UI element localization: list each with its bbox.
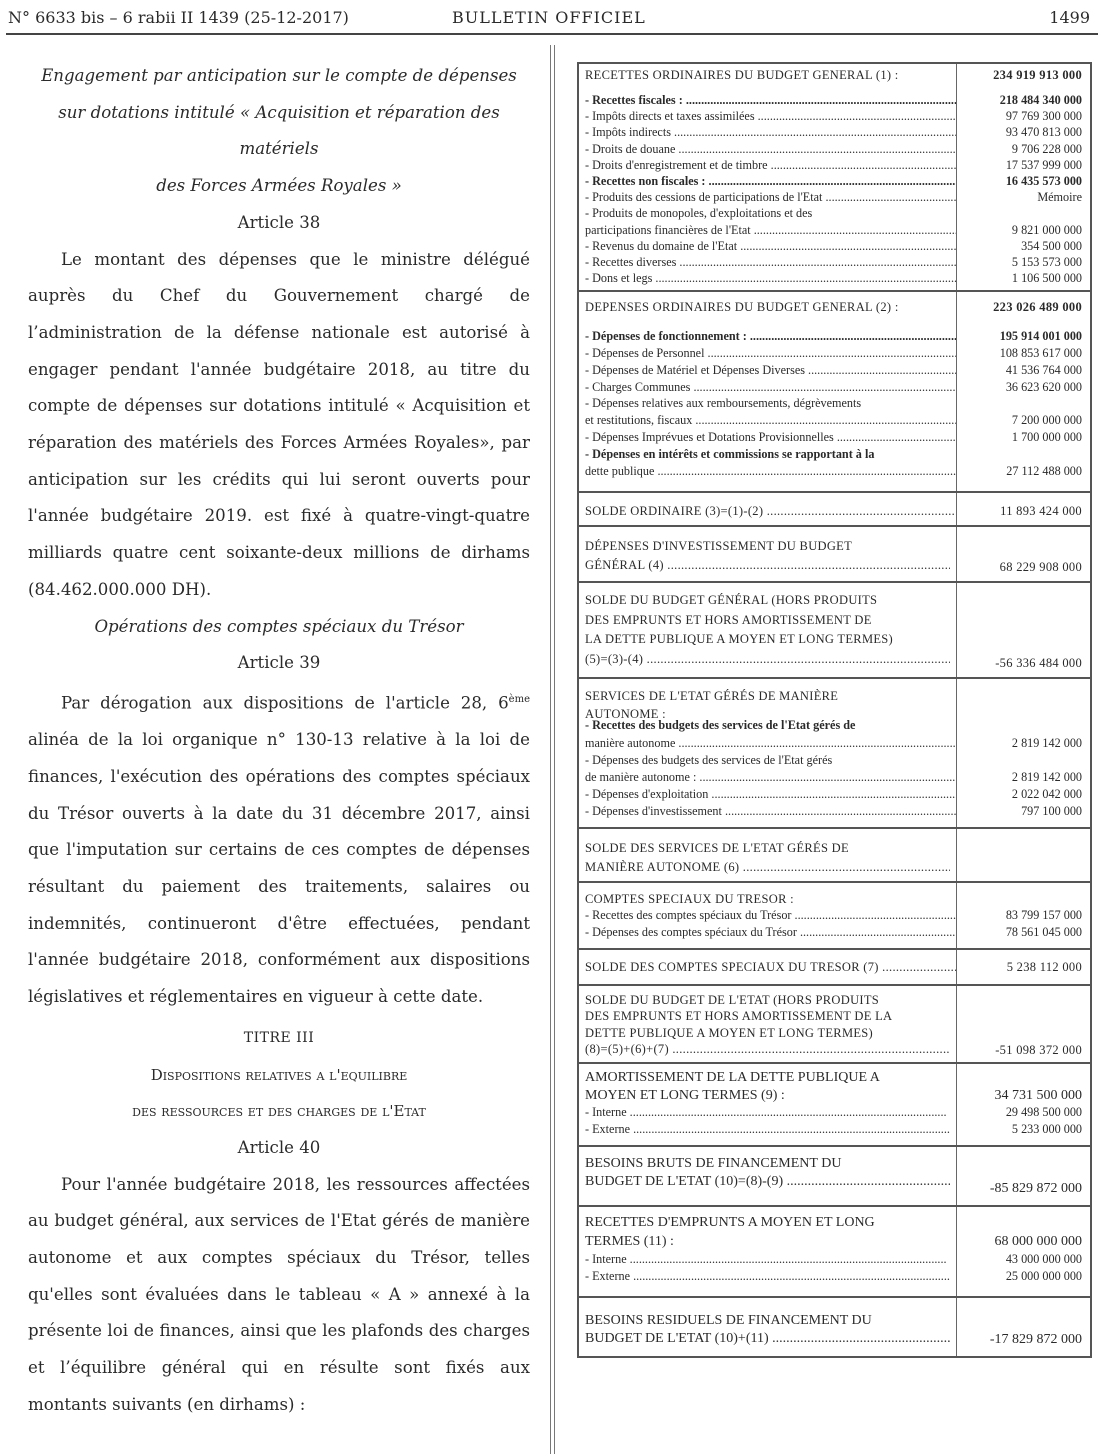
row-value: 9 706 228 000: [1011, 141, 1082, 156]
depenses-ordinaires-rows: [579, 328, 1090, 479]
header-rule: [6, 33, 1098, 35]
row-label: - Dépenses des comptes spéciaux du Trésor: [585, 925, 797, 940]
table-row: [579, 717, 1090, 734]
row-value: 7 200 000 000: [1011, 413, 1082, 428]
dispositions-heading-1: Dispositions relatives a l'equilibre: [150, 1065, 408, 1084]
table-row: [579, 222, 1090, 238]
row-value: [957, 752, 1090, 769]
row-value: 5 153 573 000: [1011, 254, 1082, 269]
solde-ordinaire-label: SOLDE ORDINAIRE (3)=(1)-(2): [585, 504, 764, 519]
row-value: 2 819 142 000: [1011, 769, 1082, 784]
solde-bg-line2: DES EMPRUNTS ET HORS AMORTISSEMENT DE: [585, 612, 872, 627]
besoins-residuels-line2: BUDGET DE L'ETAT (10)+(11): [585, 1330, 769, 1346]
segma-block: [579, 679, 1090, 828]
table-row: [579, 395, 1090, 412]
article-39-text-b: alinéa de la loi organique n° 130-13 relative à la loi de finances, l'exécution des opérations des comptes spéciaux du Trésor ouverts à la date du 31 décembre 2017, ainsi que l'imputation sur certains de ces comptes de dépenses résultant du paiement des traitements, salaires ou indemnités, continueront d'être effectuées, pendant l'année budgétaire 2018, conformément aux dispositions législatives et réglementaires en vigueur à cette date.: [28, 730, 530, 1007]
row-value: 97 769 300 000: [1005, 109, 1082, 124]
table-row: [579, 92, 1090, 108]
table-row: [579, 292, 1090, 322]
row-label: - Charges Communes: [585, 379, 691, 394]
table-row: [579, 829, 1090, 881]
table-row: [579, 907, 1090, 925]
recettes-ordinaires-rows: [579, 92, 1090, 286]
row-value: 16 435 573 000: [1005, 173, 1082, 188]
row-label: - Recettes non fiscales :: [585, 173, 706, 188]
comptes-speciaux-block: [579, 883, 1090, 950]
row-value: [957, 205, 1090, 221]
solde-bg-line1: SOLDE DU BUDGET GÉNÉRAL (HORS PRODUITS: [585, 593, 878, 608]
row-value: 797 100 000: [1021, 804, 1082, 819]
depenses-investissement-line1: DÉPENSES D'INVESTISSEMENT DU BUDGET: [585, 539, 853, 554]
row-value: Mémoire: [1037, 190, 1082, 205]
row-label: - Interne: [585, 1104, 627, 1119]
row-value: 2 819 142 000: [1011, 735, 1082, 750]
table-row: [579, 446, 1090, 463]
segma-line1: SERVICES DE L'ETAT GÉRÉS DE MANIÈRE: [585, 689, 839, 704]
row-label: - Droits de douane: [585, 141, 676, 156]
table-row: [579, 986, 1090, 1062]
depenses-investissement-value: 68 229 908 000: [999, 560, 1082, 575]
recettes-emprunts-rows: [579, 1251, 1090, 1286]
solde-budget-etat-block: [579, 986, 1090, 1064]
depenses-ordinaires-value: 223 026 489 000: [993, 300, 1082, 315]
table-row: [579, 1207, 1090, 1231]
table-row: [579, 108, 1090, 124]
solde-etat-line4: (8)=(5)+(6)+(7): [585, 1042, 669, 1057]
besoins-residuels-block: [579, 1298, 1090, 1356]
table-row: [579, 1121, 1090, 1139]
table-row: [579, 924, 1090, 942]
depenses-investissement-block: [579, 527, 1090, 583]
column-divider-2: [554, 45, 555, 1454]
table-row: [579, 950, 1090, 984]
row-label: - Dépenses de fonctionnement :: [585, 329, 747, 344]
table-row: [579, 328, 1090, 345]
amortissement-line1: AMORTISSEMENT DE LA DETTE PUBLIQUE A: [579, 1064, 957, 1086]
row-value: [957, 446, 1090, 463]
row-label: - Produits de monopoles, d'exploitations et des: [585, 206, 813, 221]
depenses-ordinaires-block: [579, 292, 1090, 493]
recettes-ordinaires-value: 234 919 913 000: [993, 68, 1082, 82]
table-row: [579, 752, 1090, 769]
amortissement-value: 34 731 500 000: [994, 1087, 1082, 1103]
recettes-emprunts-value: 68 000 000 000: [994, 1233, 1082, 1249]
article-38-text: Le montant des dépenses que le ministre délégué auprès du Chef du Gouvernement chargé de l’administration de la défense nationale est autorisé à engager pendant l'année budgétaire 2018, au titre du compte de dépenses sur dotations intitulé « Acquisition et réparation des matériels des Forces Armées Royales», par anticipation sur les crédits qui lui seront ouverts pour l'année budgétaire 2019. est fixé à quatre-vingt-quatre milliards quatre cent soixante-deux millions de dirhams (84.462.000.000 DH).: [28, 249, 530, 599]
row-label: manière autonome: [585, 735, 676, 750]
table-row: [579, 1251, 1090, 1269]
row-label: - Recettes des comptes spéciaux du Trésor: [585, 907, 792, 922]
comptes-speciaux-rows: [579, 907, 1090, 942]
row-label: - Dépenses relatives aux remboursements, dégrèvements: [585, 396, 862, 411]
article-39-title: Article 39: [237, 653, 321, 673]
row-value: 43 000 000 000: [1005, 1251, 1082, 1266]
table-row: [579, 803, 1090, 820]
besoins-bruts-line2: BUDGET DE L'ETAT (10)=(8)-(9): [585, 1173, 784, 1189]
article-39-text-a: Par dérogation aux dispositions de l'article 28, 6: [61, 693, 509, 713]
table-row: [579, 379, 1090, 396]
row-value: 195 914 001 000: [999, 329, 1082, 344]
article-40-title: Article 40: [237, 1137, 321, 1157]
segma-rows: [579, 717, 1090, 820]
row-value: 41 536 764 000: [1005, 362, 1082, 377]
column-divider: [550, 45, 551, 1454]
row-label: - Recettes diverses: [585, 254, 677, 269]
row-label: - Externe: [585, 1122, 631, 1137]
budget-table: [577, 62, 1092, 1358]
row-label: - Dépenses de Personnel: [585, 346, 705, 361]
left-column: [28, 58, 530, 1424]
table-row: [579, 64, 1090, 86]
row-label: participations financières de l'Etat: [585, 222, 751, 237]
heading-engagement-2: sur dotations intitulé « Acquisition et réparation des matériels: [58, 102, 500, 159]
row-value: 1 106 500 000: [1011, 271, 1082, 286]
solde-comptes-speciaux-label: SOLDE DES COMPTES SPECIAUX DU TRESOR (7): [585, 959, 879, 974]
row-value: 108 853 617 000: [999, 346, 1082, 361]
row-value: 17 537 999 000: [1005, 157, 1082, 172]
article-39-text: [28, 682, 530, 1016]
recettes-emprunts-block: [579, 1207, 1090, 1298]
row-label: - Dépenses d'investissement: [585, 804, 722, 819]
row-value: [957, 395, 1090, 412]
row-value: 1 700 000 000: [1011, 430, 1082, 445]
depenses-ordinaires-label: DEPENSES ORDINAIRES DU BUDGET GENERAL (2) :: [579, 292, 957, 322]
table-row: [579, 345, 1090, 362]
table-row: [579, 583, 1090, 677]
segma-line2: AUTONOME :: [585, 707, 666, 722]
page-header: [0, 0, 1104, 36]
solde-ordinaire-value: 11 893 424 000: [1000, 504, 1082, 519]
table-row: [579, 1231, 1090, 1251]
row-value: 218 484 340 000: [999, 93, 1082, 107]
table-row: [579, 1268, 1090, 1286]
depenses-investissement-line2: GÉNÉRAL (4): [585, 558, 664, 573]
besoins-residuels-line1: BESOINS RESIDUELS DE FINANCEMENT DU: [585, 1312, 872, 1328]
row-label: - Revenus du domaine de l'Etat: [585, 238, 738, 253]
heading-engagement-3: des Forces Armées Royales »: [156, 176, 402, 196]
table-row: [579, 769, 1090, 786]
row-label: - Recettes des budgets des services de l'Etat gérés de: [585, 718, 856, 733]
table-row: [579, 1064, 1090, 1086]
dispositions-heading-2: des ressources et des charges de l'Etat: [132, 1102, 426, 1121]
row-value: 29 498 500 000: [1005, 1104, 1082, 1119]
page-number: 1499: [1049, 8, 1090, 27]
row-label: de manière autonome :: [585, 769, 697, 784]
table-row: [579, 463, 1090, 480]
row-label: - Dépenses de Matériel et Dépenses Diverses: [585, 362, 805, 377]
amortissement-block: [579, 1064, 1090, 1147]
row-label: et restitutions, fiscaux: [585, 413, 693, 428]
table-row: [579, 362, 1090, 379]
table-row: [579, 270, 1090, 286]
solde-budget-etat-value: -51 098 372 000: [995, 1042, 1082, 1057]
row-label: - Dépenses des budgets des services de l'Etat gérés: [585, 752, 833, 767]
amortissement-line2: MOYEN ET LONG TERMES (9) :: [579, 1086, 957, 1104]
recettes-emprunts-line1: RECETTES D'EMPRUNTS A MOYEN ET LONG: [579, 1207, 957, 1231]
row-label: - Produits des cessions de participations de l'Etat: [585, 190, 823, 205]
solde-etat-line2: DES EMPRUNTS ET HORS AMORTISSEMENT DE LA: [585, 1009, 893, 1024]
row-value: 9 821 000 000: [1011, 222, 1082, 237]
solde-bg-line4: (5)=(3)-(4): [585, 651, 644, 666]
recettes-ordinaires-label: RECETTES ORDINAIRES DU BUDGET GENERAL (1) :: [579, 64, 957, 86]
row-label: - Dépenses d'exploitation: [585, 787, 709, 802]
table-row: [579, 1086, 1090, 1104]
amortissement-rows: [579, 1104, 1090, 1139]
titre-iii: TITRE III: [243, 1029, 315, 1046]
recettes-ordinaires-block: [579, 64, 1090, 292]
table-row: [579, 124, 1090, 140]
issue-number: N° 6633 bis – 6 rabii II 1439 (25-12-2017): [8, 8, 349, 27]
row-label: dette publique: [585, 463, 655, 478]
table-row: [579, 254, 1090, 270]
row-value: 27 112 488 000: [1006, 463, 1082, 478]
row-value: 5 233 000 000: [1011, 1122, 1082, 1137]
table-row: [579, 189, 1090, 205]
besoins-residuels-value: -17 829 872 000: [989, 1331, 1082, 1347]
table-row: [579, 527, 1090, 581]
row-value: 93 470 813 000: [1005, 125, 1082, 140]
bulletin-title: BULLETIN OFFICIEL: [452, 8, 646, 27]
besoins-bruts-line1: BESOINS BRUTS DE FINANCEMENT DU: [585, 1155, 842, 1171]
solde-budget-general-block: [579, 583, 1090, 679]
table-row: [579, 173, 1090, 189]
solde-segma-value: [957, 829, 1090, 881]
table-row: [579, 429, 1090, 446]
table-row: [579, 1147, 1090, 1205]
solde-comptes-speciaux-block: [579, 950, 1090, 986]
solde-segma-line1: SOLDE DES SERVICES DE L'ETAT GÉRÉS DE: [585, 840, 849, 855]
solde-comptes-speciaux-value: 5 238 112 000: [1006, 959, 1082, 974]
table-row: [579, 883, 1090, 907]
row-value: 78 561 045 000: [1005, 925, 1082, 940]
row-label: - Recettes fiscales :: [585, 93, 683, 107]
article-39-sup: ème: [508, 693, 530, 705]
row-value: 354 500 000: [1021, 238, 1082, 253]
table-row: [579, 493, 1090, 525]
row-label: - Externe: [585, 1269, 631, 1284]
recettes-emprunts-line2: TERMES (11) :: [579, 1231, 957, 1251]
table-row: [579, 412, 1090, 429]
solde-segma-block: [579, 829, 1090, 883]
solde-ordinaire-block: [579, 493, 1090, 527]
row-label: - Impôts indirects: [585, 125, 671, 140]
row-label: - Dons et legs: [585, 271, 653, 286]
heading-engagement-1: Engagement par anticipation sur le compte de dépenses: [41, 66, 517, 85]
row-value: 25 000 000 000: [1005, 1269, 1082, 1284]
table-row: [579, 1104, 1090, 1122]
besoins-bruts-value: -85 829 872 000: [989, 1180, 1082, 1196]
table-row: [579, 1298, 1090, 1356]
article-40-text: Pour l'année budgétaire 2018, les ressources affectées au budget général, aux services de l'Etat gérés de manière autonome et aux comptes spéciaux du Trésor, telles qu'elles sont évaluées dans le tableau « A » annexé à la présente loi de finances, ainsi que les plafonds des charges et l’équilibre général qui en résulte sont fixés aux montants suivants (en dirhams) :: [28, 1174, 530, 1414]
comptes-speciaux-line1: COMPTES SPECIAUX DU TRESOR :: [579, 883, 957, 907]
table-row: [579, 157, 1090, 173]
row-value: 2 022 042 000: [1011, 787, 1082, 802]
row-label: - Interne: [585, 1251, 627, 1266]
solde-bg-line3: LA DETTE PUBLIQUE A MOYEN ET LONG TERMES): [585, 632, 894, 647]
heading-comptes-speciaux: Opérations des comptes spéciaux du Trésor: [94, 616, 464, 636]
row-value: [957, 717, 1090, 734]
table-row: [579, 238, 1090, 254]
solde-etat-line1: SOLDE DU BUDGET DE L'ETAT (HORS PRODUITS: [585, 992, 880, 1007]
table-row: [579, 735, 1090, 752]
article-38-title: Article 38: [237, 212, 321, 232]
table-row: [579, 141, 1090, 157]
table-row: [579, 205, 1090, 221]
table-row: [579, 786, 1090, 803]
table-row: [579, 679, 1090, 722]
row-label: - Droits d'enregistrement et de timbre: [585, 157, 768, 172]
row-value: 36 623 620 000: [1005, 379, 1082, 394]
solde-segma-line2: MANIÈRE AUTONOME (6): [585, 859, 740, 874]
besoins-bruts-block: [579, 1147, 1090, 1207]
solde-budget-general-value: -56 336 484 000: [995, 656, 1082, 671]
row-label: - Impôts directs et taxes assimilées: [585, 109, 755, 124]
row-label: - Dépenses en intérêts et commissions se rapportant à la: [585, 446, 875, 461]
solde-etat-line3: DETTE PUBLIQUE A MOYEN ET LONG TERMES): [585, 1025, 874, 1040]
row-label: - Dépenses Imprévues et Dotations Provisionnelles: [585, 430, 834, 445]
row-value: 83 799 157 000: [1005, 907, 1082, 922]
